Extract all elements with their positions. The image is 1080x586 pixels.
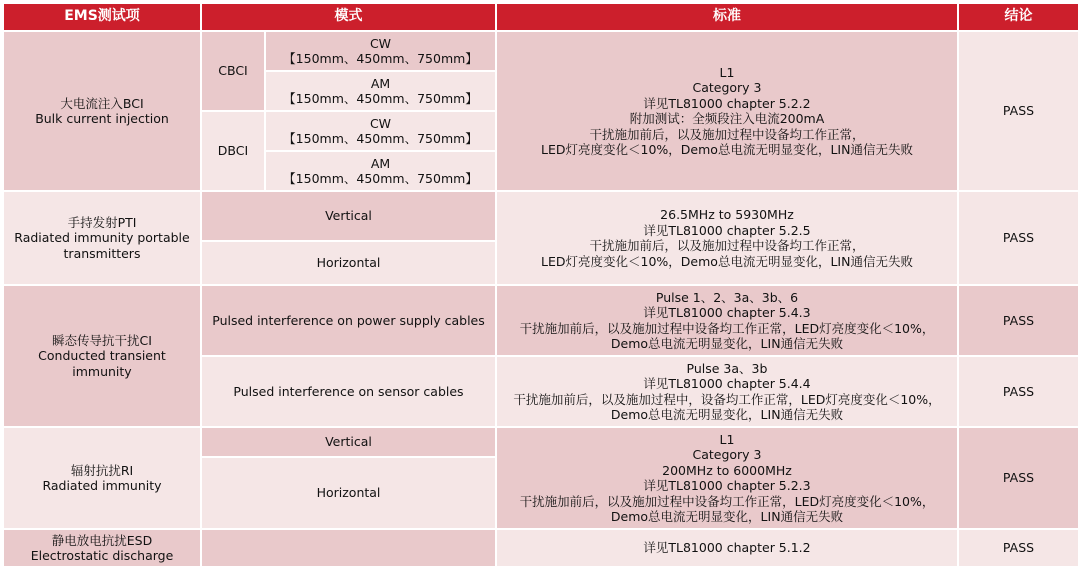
ci-item-en: Conducted transient immunity [38,348,166,379]
table-row [3,529,1079,567]
ci-standard-sensor: Pulse 3a、3b 详见TL81000 chapter 5.4.4 干扰施加前后，以及施加过程中，设备均工作正常，LED灯亮度变化＜10%， Demo总电流无明显变化，LIN通信无失败 [496,356,958,427]
pti-mode-horizontal: Horizontal [201,241,496,285]
table-row [3,191,1079,241]
pti-item-cell [3,191,201,285]
header-ems-item: EMS测试项 [3,3,201,31]
table-row [3,427,1079,457]
ri-item-en: Radiated immunity [42,478,162,493]
dbci-am-mode: AM 【150mm、450mm、750mm】 [265,151,496,191]
pti-standard: 26.5MHz to 5930MHz 详见TL81000 chapter 5.2.5 干扰施加前后，以及施加过程中设备均工作正常， LED灯亮度变化＜10%，Demo总电流无明显变化，LIN通信无失败 [496,191,958,285]
header-standard: 标准 [496,3,958,31]
ems-test-table [2,2,1080,568]
ri-mode-horizontal: Horizontal [201,457,496,529]
bci-standard: L1 Category 3 详见TL81000 chapter 5.2.2 附加测试：全频段注入电流200mA 干扰施加前后，以及施加过程中设备均工作正常， LED灯亮度变化＜10%，Demo总电流无明显变化，LIN通信无失败 [496,31,958,191]
dbci-cw-mode: CW 【150mm、450mm、750mm】 [265,111,496,151]
table-header-row [3,3,1079,31]
esd-standard: 详见TL81000 chapter 5.1.2 [496,529,958,567]
table-row [3,31,1079,71]
pti-result: PASS [958,191,1079,285]
ci-mode-power-supply: Pulsed interference on power supply cables [201,285,496,356]
dbci-label: DBCI [201,111,265,191]
ci-result-power: PASS [958,285,1079,356]
bci-item-cell [3,31,201,191]
ri-item-cell [3,427,201,529]
ci-item-cell [3,285,201,427]
esd-item-en: Electrostatic discharge [30,548,174,563]
esd-result: PASS [958,529,1079,567]
ri-item-cn: 辐射抗扰RI [70,462,134,478]
esd-item-cn: 静电放电抗扰ESD [51,532,153,548]
bci-result: PASS [958,31,1079,191]
cbci-cw-mode: CW 【150mm、450mm、750mm】 [265,31,496,71]
ri-mode-vertical: Vertical [201,427,496,457]
ri-result: PASS [958,427,1079,529]
pti-mode-vertical: Vertical [201,191,496,241]
ri-standard: L1 Category 3 200MHz to 6000MHz 详见TL81000 chapter 5.2.3 干扰施加前后，以及施加过程中设备均工作正常，LED灯亮度变化＜10%， Demo总电流无明显变化，LIN通信无失败 [496,427,958,529]
header-result: 结论 [958,3,1079,31]
bci-item-cn: 大电流注入BCI [60,95,144,111]
ci-item-cn: 瞬态传导抗干扰CI [52,332,152,348]
esd-mode-empty [201,529,496,567]
header-mode: 模式 [201,3,496,31]
pti-item-en: Radiated immunity portable transmitters [14,230,190,261]
pti-item-cn: 手持发射PTI [67,214,137,230]
bci-item-en: Bulk current injection [35,111,169,126]
esd-item-cell [3,529,201,567]
ci-mode-sensor: Pulsed interference on sensor cables [201,356,496,427]
cbci-am-mode: AM 【150mm、450mm、750mm】 [265,71,496,111]
ci-standard-power: Pulse 1、2、3a、3b、6 详见TL81000 chapter 5.4.3 干扰施加前后，以及施加过程中设备均工作正常，LED灯亮度变化＜10%， Demo总电流无明显变化，LIN通信无失败 [496,285,958,356]
ci-result-sensor: PASS [958,356,1079,427]
cbci-label: CBCI [201,31,265,111]
table-row [3,285,1079,356]
